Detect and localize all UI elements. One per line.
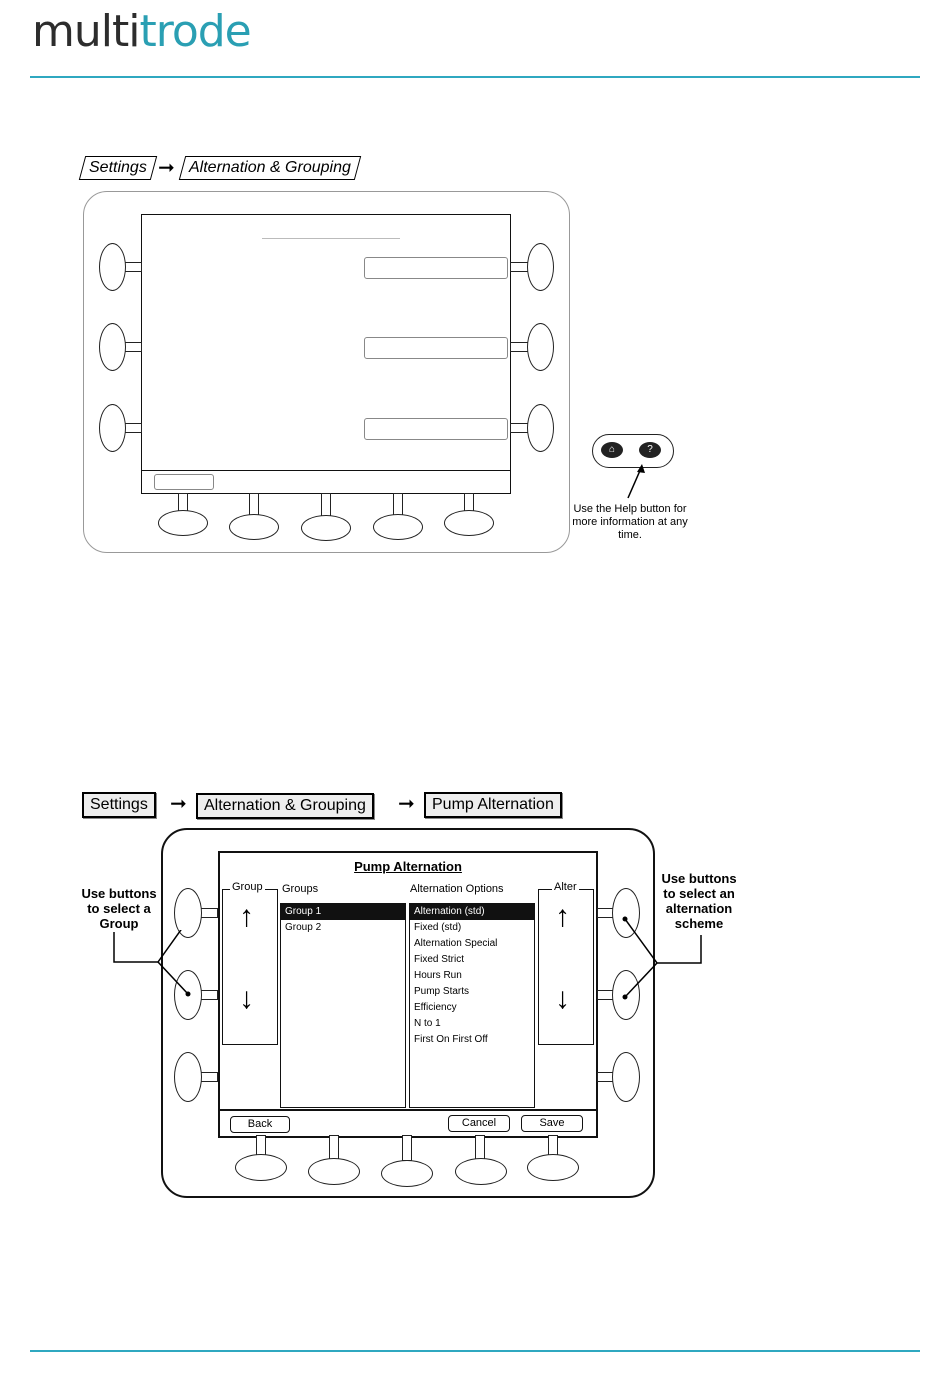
bottom-button-2[interactable]	[308, 1158, 360, 1185]
breadcrumb-settings[interactable]: Settings	[82, 792, 156, 818]
option-slot	[364, 337, 508, 359]
option-item[interactable]: Pump Starts	[414, 986, 470, 997]
options-list	[409, 903, 535, 1108]
breadcrumb-pump-alternation[interactable]: Pump Alternation	[424, 792, 562, 818]
arrow-down-icon: ↓	[555, 982, 570, 1015]
breadcrumb-alternation-grouping[interactable]: Alternation & Grouping	[196, 793, 374, 819]
bottom-button-2[interactable]	[229, 514, 279, 540]
option-item[interactable]: N to 1	[414, 1018, 441, 1029]
button-stem	[321, 493, 331, 517]
breadcrumb-alternation-grouping[interactable]: Alternation & Grouping	[179, 156, 361, 180]
option-item[interactable]: Alternation Special	[414, 938, 498, 949]
save-button[interactable]: Save	[521, 1115, 583, 1132]
right-button-2[interactable]	[527, 323, 554, 371]
callout-right-lines	[615, 915, 705, 1005]
softkey-slot	[154, 474, 214, 490]
alter-label: Alter	[554, 881, 577, 893]
breadcrumb-arrow-icon: ➞	[158, 157, 175, 179]
group-label: Group	[232, 881, 263, 893]
bottom-button-3[interactable]	[301, 515, 351, 541]
option-item[interactable]: Hours Run	[414, 970, 462, 981]
help-note: Use the Help button for more information at any time.	[572, 503, 688, 541]
screen-title: Pump Alternation	[354, 859, 462, 874]
footer-divider	[30, 1350, 920, 1352]
option-item[interactable]: Alternation (std)	[410, 904, 534, 920]
button-stem	[402, 1135, 412, 1161]
left-button-3[interactable]	[99, 404, 126, 452]
group-arrow-panel	[222, 889, 278, 1045]
logo-text-multi: multi	[32, 6, 140, 57]
screen-title-placeholder	[262, 238, 400, 239]
option-item[interactable]: Fixed Strict	[414, 954, 465, 965]
alter-arrow-panel	[538, 889, 594, 1045]
bottom-button-4[interactable]	[455, 1158, 507, 1185]
help-icon[interactable]: ?	[639, 442, 661, 458]
left-button-2[interactable]	[99, 323, 126, 371]
softkey-divider	[142, 470, 510, 471]
bottom-button-1[interactable]	[235, 1154, 287, 1181]
option-item[interactable]: First On First Off	[414, 1034, 488, 1045]
option-item[interactable]: Fixed (std)	[414, 922, 462, 933]
arrow-up-icon: ↑	[555, 900, 570, 933]
device-screen	[218, 851, 598, 1138]
logo-text-trode: trode	[139, 6, 251, 57]
option-slot	[364, 418, 508, 440]
bottom-button-4[interactable]	[373, 514, 423, 540]
group-item[interactable]: Group 1	[281, 904, 405, 920]
softkey-divider	[220, 1109, 596, 1111]
bottom-button-5[interactable]	[444, 510, 494, 536]
bottom-button-5[interactable]	[527, 1154, 579, 1181]
callout-right: Use buttons to select an alternation scheme	[661, 871, 737, 931]
back-button[interactable]: Back	[230, 1116, 290, 1133]
breadcrumb-settings[interactable]: Settings	[79, 156, 157, 180]
header-divider	[30, 76, 920, 78]
right-button-1[interactable]	[527, 243, 554, 291]
bottom-button-3[interactable]	[381, 1160, 433, 1187]
group-item[interactable]: Group 2	[285, 922, 322, 933]
cancel-button[interactable]: Cancel	[448, 1115, 510, 1132]
options-header: Alternation Options	[410, 883, 504, 895]
callout-left-lines	[110, 930, 200, 1005]
left-button-1[interactable]	[99, 243, 126, 291]
callout-left: Use buttons to select a Group	[81, 886, 157, 931]
breadcrumb-arrow-icon: ➞	[398, 793, 415, 815]
right-button-3[interactable]	[612, 1052, 640, 1102]
breadcrumb-arrow-icon: ➞	[170, 793, 187, 815]
groups-header: Groups	[282, 883, 319, 895]
home-icon[interactable]: ⌂	[601, 442, 623, 458]
device-screen	[141, 214, 511, 494]
bottom-button-1[interactable]	[158, 510, 208, 536]
arrow-down-icon: ↓	[239, 982, 254, 1015]
groups-list	[280, 903, 406, 1108]
help-pointer-icon	[620, 462, 650, 502]
option-slot	[364, 257, 508, 279]
brand-logo	[32, 6, 251, 57]
arrow-up-icon: ↑	[239, 900, 254, 933]
option-item[interactable]: Efficiency	[414, 1002, 457, 1013]
right-button-3[interactable]	[527, 404, 554, 452]
left-button-3[interactable]	[174, 1052, 202, 1102]
